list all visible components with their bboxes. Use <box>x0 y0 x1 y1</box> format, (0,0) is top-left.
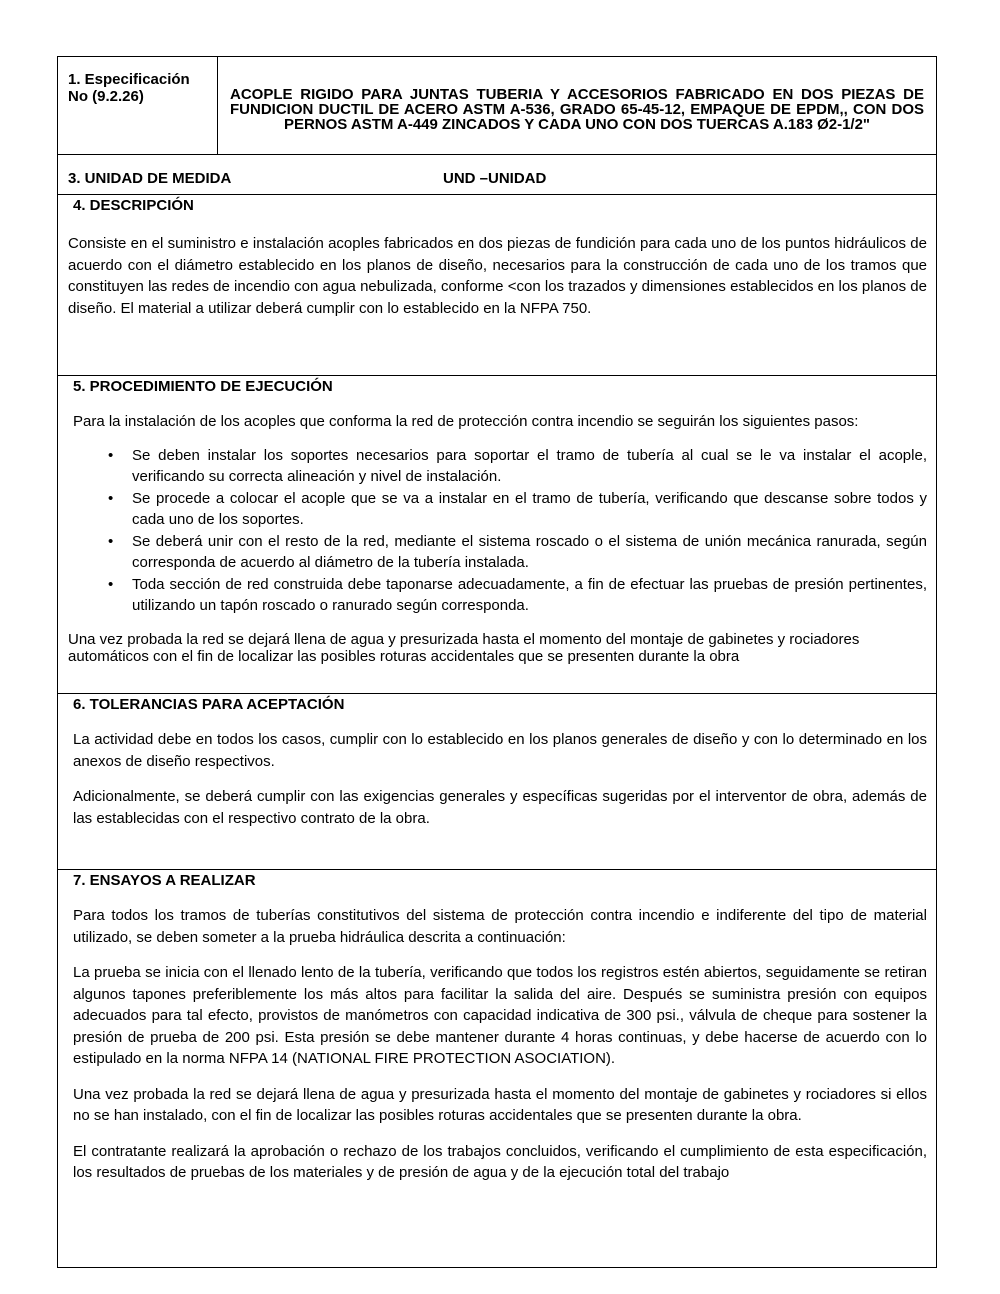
procedimiento-closing: Una vez probada la red se dejará llena de agua y presurizada hasta el momento del montaje de gabinetes y rociadores automáticos con el fin de localizar las posibles roturas accidentales que se presenten durante la obra <box>68 630 860 665</box>
unit-label: 3. UNIDAD DE MEDIDA <box>68 170 232 187</box>
step-text: Se deben instalar los soportes necesarios para soportar el tramo de tubería al cual se le va instalar el acople, verificando su correcta alineación y nivel de instalación. <box>132 446 927 485</box>
section-ensayos <box>58 870 936 1266</box>
ensayos-p4: El contratante realizará la aprobación o rechazo de los trabajos concluidos, verificando el cumplimiento de esta especificación, los resultados de pruebas de los materiales y de presión de agua y de la ejecución total del trabajo <box>73 1142 927 1181</box>
step-text: Se deberá unir con el resto de la red, mediante el sistema roscado o el sistema de unión mecánica ranurada, según corresponda de acuerdo al diámetro de la tubería instalada. <box>132 532 927 571</box>
unit-row <box>58 155 936 195</box>
bullet: • <box>108 575 114 593</box>
bullet: • <box>108 489 114 507</box>
step-text: Se procede a colocar el acople que se va a instalar en el tramo de tubería, verificando que descanse sobre todos y cada uno de los soportes. <box>132 489 927 528</box>
list-item <box>68 574 927 617</box>
list-item <box>68 488 927 531</box>
step-text: Toda sección de red construida debe taponarse adecuadamente, a fin de efectuar las pruebas de presión pertinentes, utilizando un tapón roscado o ranurado según corresponda. <box>132 575 927 614</box>
procedimiento-title: 5. PROCEDIMIENTO DE EJECUCIÓN <box>73 378 333 395</box>
section-tolerancias <box>58 694 936 870</box>
spec-number: 1. Especificación No (9.2.26) <box>58 57 218 154</box>
tolerancias-p2: Adicionalmente, se deberá cumplir con las exigencias generales y específicas sugeridas por el interventor de obra, además de las establecidas con el respectivo contrato de la obra. <box>73 788 927 827</box>
tolerancias-title: 6. TOLERANCIAS PARA ACEPTACIÓN <box>73 696 345 713</box>
procedimiento-intro: Para la instalación de los acoples que conforma la red de protección contra incendio se seguirán los siguientes pasos: <box>73 413 859 430</box>
bullet: • <box>108 446 114 464</box>
descripcion-text: Consiste en el suministro e instalación acoples fabricados en dos piezas de fundición para cada uno de los puntos hidráulicos de acuerdo con el diámetro establecido en los planos de diseño, necesarios para la construcción de cada uno de los tramos que constituyen las redes de incendio con agua nebulizada, conforme <con los trazados y dimensiones establecidos en los planos de diseño. El material a utilizar deberá cumplir con lo establecido en la NFPA 750. <box>68 235 927 317</box>
unit-value: UND –UNIDAD <box>443 170 547 187</box>
procedimiento-steps <box>68 445 927 617</box>
ensayos-p3: Una vez probada la red se dejará llena de agua y presurizada hasta el momento del montaje de gabinetes y rociadores si ellos no se han instalado, con el fin de localizar las posibles roturas accidentales que se presenten durante la obra. <box>73 1085 927 1124</box>
section-descripcion <box>58 195 936 376</box>
ensayos-p2: La prueba se inicia con el llenado lento de la tubería, verificando que todos los registros estén abiertos, seguidamente se retiran algunos tapones preferiblemente los más altos para facilitar la salida del aire. Después se suministra presión con equipos adecuados para tal efecto, provistos de manómetros con capacidad indicativa de 300 psi., válvula de cheque para sostener la presión de prueba de 200 psi. Esta presión se debe mantener durante 4 horas continuas, y debe hacerse de acuerdo con lo estipulado en la norma NFPA 14 (NATIONAL FIRE PROTECTION ASOCIATION). <box>73 964 927 1067</box>
bullet: • <box>108 532 114 550</box>
tolerancias-p1: La actividad debe en todos los casos, cumplir con lo establecido en los planos generales de diseño y con lo determinado en los anexos de diseño respectivos. <box>73 731 927 770</box>
spec-header <box>58 57 936 155</box>
list-item <box>68 445 927 488</box>
specification-sheet <box>57 56 937 1268</box>
section-procedimiento <box>58 376 936 694</box>
descripcion-title: 4. DESCRIPCIÓN <box>73 197 194 214</box>
list-item <box>68 531 927 574</box>
ensayos-p1: Para todos los tramos de tuberías constitutivos del sistema de protección contra incendio e indiferente del tipo de material utilizado, se deben someter a la prueba hidráulica descrita a continuación: <box>73 907 927 946</box>
spec-title: ACOPLE RIGIDO PARA JUNTAS TUBERIA Y ACCESORIOS FABRICADO EN DOS PIEZAS DE FUNDICION DUCTIL DE ACERO ASTM A-536, GRADO 65-45-12, EMPAQUE DE EPDM,, CON DOS PERNOS ASTM A-449 ZINCADOS Y CADA UNO CON DOS TUERCAS A.183 Ø2-1/2" <box>230 86 924 133</box>
ensayos-title: 7. ENSAYOS A REALIZAR <box>73 872 256 889</box>
